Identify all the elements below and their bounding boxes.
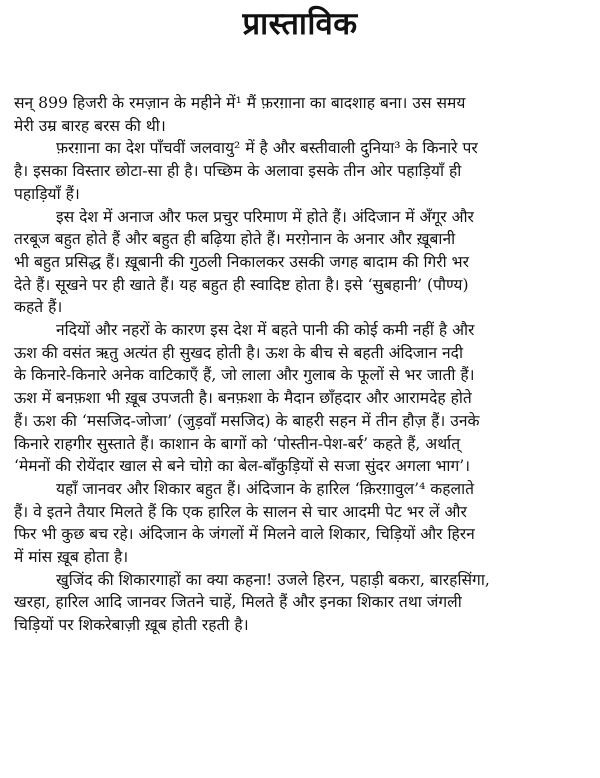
text-line: किनारे राहगीर सुस्ताते हैं। काशान के बागों को ‘पोस्तीन-पेश-बर्र’ कहते हैं, अर्थात् — [14, 434, 461, 453]
paragraph-2 — [14, 137, 592, 205]
text-line: सन् 899 हिजरी के रमज़ान के महीने में¹ मैं फ़रग़ाना का बादशाह बना। उस समय — [14, 94, 466, 112]
text-line: देते हैं। सूखने पर ही खाते हैं। यह बहुत ही स्वादिष्ट होता है। इसे ‘सुबहानी’ (पौण्य) — [14, 275, 469, 294]
text-line: फिर भी कुछ बच रहे। अंदिजान के जंगलों में मिलने वाले शिकार, चिड़ियों और हिरन — [14, 525, 475, 544]
paragraph-1 — [14, 92, 592, 137]
text-line: कहते हैं। — [14, 298, 63, 317]
text-line: खरहा, हारिल आदि जानवर जितने चाहें, मिलते हैं और इनका शिकार तथा जंगली — [14, 593, 462, 612]
text-line: खुजिंद की शिकारगाहों का क्या कहना! उजले हिरन, पहाड़ी बकरा, बारहसिंगा, — [56, 570, 490, 589]
text-line: पहाड़ियाँ हैं। — [14, 184, 80, 203]
text-line: ‘मेमनों की रोयेंदार खाल से बने चोग़े का बेल-बाँकुड़ियों से सजा सुंदर अगला भाग’। — [14, 457, 471, 476]
text-line: नदियों और नहरों के कारण इस देश में बहते पानी की कोई कमी नहीं है और — [56, 321, 475, 340]
text-line: मेरी उम्र बारह बरस की थी। — [14, 116, 166, 135]
text-line: ऊश में बनफ़शा भी ख़ूब उपजती है। बनफ़शा के मैदान छाँहदार और आरामदेह होते — [14, 389, 472, 408]
paragraph-5 — [14, 478, 592, 569]
text-line: में मांस ख़ूब होता है। — [14, 548, 129, 567]
paragraph-4 — [14, 319, 592, 478]
text-line: इस देश में अनाज और फल प्रचुर परिमाण में होते हैं। अंदिजान में अँगूर और — [56, 207, 474, 226]
paragraph-6 — [14, 569, 592, 637]
text-line: तरबूज बहुत होते हैं और बहुत ही बढ़िया होते हैं। मरग़ेनान के अनार और ख़ूबानी — [14, 230, 456, 249]
paragraph-3 — [14, 206, 592, 320]
text-line: यहाँ जानवर और शिकार बहुत हैं। अंदिजान के हारिल ‘क़िरग़ावुल’⁴ कहलाते — [56, 479, 475, 498]
text-line: चिड़ियों पर शिकरेबाज़ी ख़ूब होती रहती है। — [14, 616, 249, 635]
text-line: ऊश की वसंत ऋतु अत्यंत ही सुखद होती है। ऊश के बीच से बहती अंदिजान नदी — [14, 343, 463, 362]
text-line: के किनारे-किनारे अनेक वाटिकाएँ हैं, जो लाला और गुलाब के फूलों से भर जाती हैं। — [14, 366, 475, 385]
text-line: है। इसका विस्तार छोटा-सा ही है। पच्छिम के अलावा इसके तीन ओर पहाड़ियाँ ही — [14, 162, 462, 181]
text-line: फ़रग़ाना का देश पाँचवीं जलवायु² में है और बस्तीवाली दुनिया³ के किनारे पर — [56, 139, 478, 158]
text-line: हैं। वे इतने तैयार मिलते हैं कि एक हारिल के सालन से चार आदमी पेट भर लें और — [14, 502, 467, 521]
page-title: प्रास्ताविक — [242, 6, 358, 42]
body-text — [14, 92, 592, 637]
text-line: भी बहुत प्रसिद्ध हैं। ख़ूबानी की गुठली निकालकर उसकी जगह बादाम की गिरी भर — [14, 252, 470, 271]
text-line: हैं। ऊश की ‘मसजिद-जोजा’ (जुड़वाँ मसजिद) के बाहरी सहन में तीन हौज़ हैं। उनके — [14, 411, 480, 430]
